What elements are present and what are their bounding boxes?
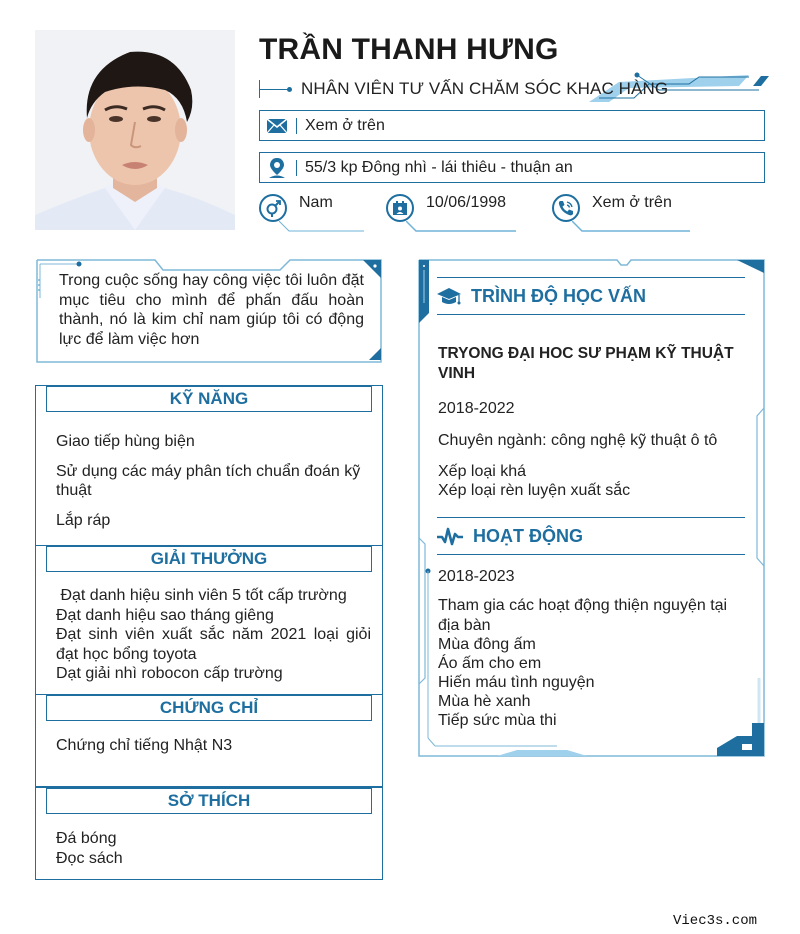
job-title-row [259, 74, 779, 104]
gender-icon [259, 194, 287, 222]
objective-text: Trong cuộc sống hay công việc tôi luôn đặt mục tiêu cho mình để phấn đấu hoàn thành, nó là kim chỉ nam giúp tôi có động lực để làm việc hơn [59, 272, 364, 348]
address-field [259, 152, 765, 183]
phone-icon [552, 194, 580, 222]
award-item: Đạt danh hiệu sao tháng giêng [56, 606, 274, 624]
activities-header [437, 517, 745, 555]
email-value: Xem ở trên [305, 116, 385, 134]
phone-item [552, 191, 692, 231]
activity-item: Mùa hè xanh [438, 693, 531, 710]
awards-heading: GIẢI THƯỞNG [46, 546, 372, 572]
graduation-cap-icon [437, 286, 461, 306]
activity-item: Tham gia các hoạt động thiện nguyện tại địa bàn [438, 597, 728, 634]
skill-item: Lắp ráp [56, 511, 111, 529]
education-period: 2018-2022 [438, 400, 515, 417]
activities-heading: HOẠT ĐỘNG [473, 525, 583, 546]
skill-item: Giao tiếp hùng biện [56, 433, 195, 450]
candidate-name: TRẦN THANH HƯNG [259, 33, 559, 66]
divider [296, 160, 297, 176]
education-major: Chuyên ngành: công nghệ kỹ thuật ô tô [438, 432, 718, 449]
gender-value: Nam [299, 194, 333, 211]
education-heading: TRÌNH ĐỘ HỌC VẤN [471, 285, 646, 306]
envelope-icon [262, 111, 292, 140]
activity-item: Tiếp sức mùa thi [438, 712, 557, 729]
education-detail: Xép loại rèn luyện xuất sắc [438, 482, 631, 499]
hobby-item: Đá bóng [56, 830, 117, 847]
school-name: TRYONG ĐẠI HOC SƯ PHẠM KỸ THUẬT VINH [438, 345, 734, 382]
objective-section [35, 258, 383, 364]
skills-heading: KỸ NĂNG [46, 386, 372, 412]
underline-decor [406, 221, 516, 233]
education-header [437, 277, 745, 315]
right-panel [417, 258, 766, 758]
profile-photo [35, 30, 235, 230]
watermark: Viec3s.com [673, 913, 758, 929]
gender-item [259, 191, 369, 231]
title-decor-hline [259, 89, 289, 90]
underline-decor [572, 221, 692, 233]
hobbies-heading: SỞ THÍCH [46, 788, 372, 814]
portrait-image [35, 30, 235, 230]
phone-value: Xem ở trên [592, 194, 672, 211]
birthdate-item [386, 191, 526, 231]
certificates-section [35, 694, 383, 787]
hobby-item: Đọc sách [56, 849, 123, 867]
activity-item: Mùa đông ấm [438, 636, 536, 653]
underline-decor [279, 221, 364, 233]
award-item: Đạt danh hiệu sinh viên 5 tốt cấp trường [56, 587, 347, 604]
activity-item: Hiến máu tình nguyện [438, 674, 595, 691]
activity-item: Áo ấm cho em [438, 655, 542, 672]
award-item: Đạt sinh viên xuất sắc năm 2021 loại giỏi đạt học bổng toyota [56, 626, 371, 663]
award-item: Dạt giải nhì robocon cấp trường [56, 665, 283, 682]
certificate-item: Chứng chỉ tiếng Nhật N3 [56, 737, 233, 754]
divider [296, 118, 297, 134]
awards-section [35, 545, 383, 695]
activities-period: 2018-2023 [438, 568, 515, 585]
skills-section [35, 385, 383, 546]
title-decor-dot [287, 87, 292, 92]
pulse-icon [437, 526, 463, 546]
hobbies-section [35, 787, 383, 880]
certificates-heading: CHỨNG CHỈ [46, 695, 372, 721]
skill-item: Sử dụng các máy phân tích chuẩn đoán kỹ thuật [56, 462, 361, 499]
address-value: 55/3 kp Đông nhì - lái thiêu - thuận an [305, 158, 573, 176]
job-title: NHÂN VIÊN TƯ VẤN CHĂM SÓC KHAC HÀNG [301, 79, 669, 98]
education-detail: Xếp loại khá [438, 463, 527, 480]
calendar-icon [386, 194, 414, 222]
email-field [259, 110, 765, 141]
map-pin-icon [262, 153, 292, 182]
birthdate-value: 10/06/1998 [426, 194, 507, 211]
